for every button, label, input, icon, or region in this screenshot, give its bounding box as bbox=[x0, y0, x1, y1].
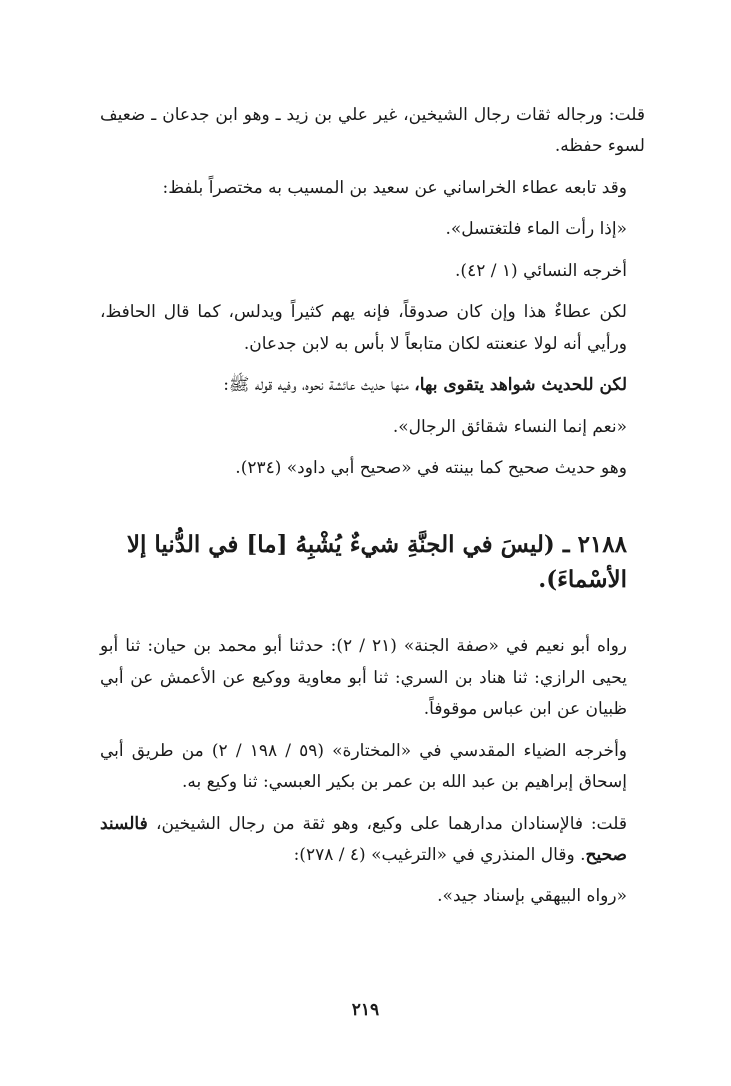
page-body bbox=[100, 100, 645, 923]
paragraph-4: لكن عطاءٌ هذا وإن كان صدوقاً، فإنه يهم كثيراً ويدلس، كما قال الحافظ، ورأيي أنه لولا عنعنته لكان متابعاً لا بأس به لابن جدعان. bbox=[100, 302, 627, 354]
paragraph-1: قلت: ورجاله ثقات رجال الشيخين، غير علي بن زيد ـ وهو ابن جدعان ـ ضعيف لسوء حفظه. bbox=[100, 105, 645, 157]
paragraph-3: أخرجه النسائي (١ / ٤٢). bbox=[455, 260, 627, 281]
quote-2: «نعم إنما النساء شقائق الرجال». bbox=[392, 416, 627, 437]
paragraph-7: رواه أبو نعيم في «صفة الجنة» (٢١ / ٢): حدثنا أبو محمد بن حيان: ثنا أبو يحيى الرازي: ثنا هناد بن السري: ثنا أبو معاوية ووكيع عن الأعمش عن أبي ظبيان عن ابن عباس موقوفاً. bbox=[100, 636, 627, 720]
paragraph-5 bbox=[100, 370, 645, 401]
paragraph-8: وأخرجه الضياء المقدسي في «المختارة» (٥٩ / ١٩٨ / ٢) من طريق أبي إسحاق إبراهيم بن عبد الله بن عمر بن بكير العبسي: ثنا وكيع به. bbox=[100, 740, 627, 793]
paragraph-9-b: . وقال المنذري في «الترغيب» (٤ / ٢٧٨): bbox=[293, 845, 586, 865]
page-number: ٢١٩ bbox=[351, 1000, 380, 1020]
paragraph-2: وقد تابعه عطاء الخراساني عن سعيد بن المسيب به مختصراً بلفظ: bbox=[162, 177, 627, 198]
quote-1: «إذا رأت الماء فلتغتسل». bbox=[445, 219, 627, 240]
paragraph-9 bbox=[100, 809, 645, 872]
emphasis-2: فالسند صحيح bbox=[100, 813, 627, 865]
quote-3: «رواه البيهقي بإسناد جيد». bbox=[437, 886, 627, 907]
paragraph-6: وهو حديث صحيح كما بينته في «صحيح أبي داود» (٢٣٤). bbox=[235, 457, 627, 478]
emphasis-1: لكن للحديث شواهد يتقوى بها، bbox=[414, 375, 627, 396]
hadith-heading: ٢١٨٨ ـ (ليسَ في الجنَّةِ شيءٌ يُشْبِهُ [ما] في الدُّنيا إلا الأسْماءَ). bbox=[126, 531, 627, 593]
paragraph-9-a: قلت: فالإسنادان مدارهما على وكيع، وهو ثقة من رجال الشيخين، bbox=[156, 813, 628, 834]
paragraph-5-rest: منها حديث عائشة نحوه، وفيه قوله ﷺ: bbox=[223, 375, 415, 396]
